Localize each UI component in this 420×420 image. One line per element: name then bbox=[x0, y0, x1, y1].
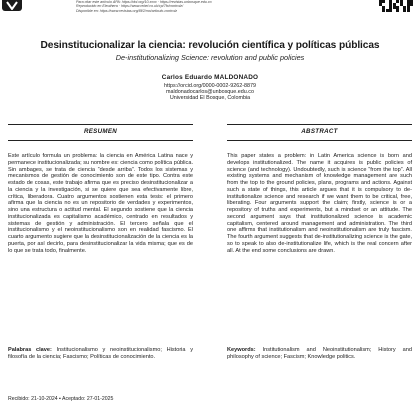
keywords-label: Palabras clave: bbox=[8, 347, 52, 353]
citation-line[interactable]: Disponible en: https://www.revistas.org/8f/2/mo/articulo-controlz bbox=[76, 8, 178, 13]
citation-line[interactable]: Reproducido en Eleuthera · https://www.rebel.co.uk/cp/7fx/controlz/ bbox=[76, 4, 184, 9]
article-title: Desinstitucionalizar la ciencia: revolución científica y políticas públicas bbox=[40, 40, 380, 51]
author-affiliation-block bbox=[0, 83, 420, 102]
section-divider bbox=[227, 124, 412, 125]
qr-code-icon bbox=[379, 0, 413, 12]
orcid-link[interactable]: https://orcid.org/0000-0002-9262-8879 bbox=[163, 83, 256, 89]
resumen-keywords bbox=[8, 347, 193, 361]
author-affiliation: Universidad El Bosque, Colombia bbox=[169, 95, 251, 102]
abstract-text: This paper states a problem: in Latin America science is born and develops institutionalized. The name it acquires is public policies of science (and technology). Undoubtedly, such is science “from the top”. All existing systems and mechanism of knowledge management are such from the top to the ground policies, plans, programs and actions. Against such a state of things, this article argues that it is compulsory to de-institutionalize science and research if we want them to be critical, free, liberating. Four arguments support the claim; firstly, science is or a repository of truths and experiments, but a mindset or an attitude. The second argument says that institutionalized science is academic capitalism, centered around management and administration. The third one affirms that institutionalism and neoinstitutionalism are truly fascism. The fourth argument suggests that de-institutionalizing science is the gate, so to speak to also de-institutionalize life, which is the real concern after all. At the end some conclusions are drawn. bbox=[227, 153, 412, 254]
section-divider bbox=[8, 140, 193, 141]
resumen-text: Este artículo formula un problema: la ciencia en América Latina nace y permanece institucionalizada; su nombre es: ciencia como política pública. Sin ambages, se trata de ciencia “desde arriba”. Todos los sistemas y mecanismos de gestión de conocimiento son de este tipo. Contra este estado de cosas, este trabajo afirma que es preciso desinstitucionalizar a la ciencia y la investigación, si se quiere que sea efectivamente libre, crítica, liberadora. Cuatro argumentos sostienen esta tesis: el primero afirma que la ciencia no es un repositorio de verdades y experimentos, sino una estructura o actitud mental. El segundo sostiene que la ciencia institucionalizada es capitalismo académico, centrado en resultados y sistemas de gestión y administración. El tercero señala que el institucionalismo y el neoinstitucionalismo son en realidad fascismo. El cuarto argumento sugiere que la desinstitucionalización de la ciencia es la puerta, por así decirlo, para desinstitucionalizar la vida misma; que es de lo que se trata todo, finalmente. bbox=[8, 153, 194, 254]
resumen-heading: RESUMEN bbox=[83, 128, 118, 135]
section-divider bbox=[227, 140, 412, 141]
received-accepted-dates: Recibido: 21-10-2024 ▪ Aceptado: 27-01-2025 bbox=[8, 396, 114, 402]
journal-header bbox=[0, 0, 420, 16]
keywords-list: Institutionalism and Neoinstitutionalism; History and philosophy of science; Fascism; Knowledge politics. bbox=[227, 347, 412, 360]
keywords-list: Institucionalismo y neoinstitucionalismo; Historia y filosofía de la ciencia; Fascismo; Políticas de conocimiento. bbox=[8, 347, 193, 360]
journal-logo-icon bbox=[2, 0, 22, 11]
citation-info bbox=[76, 0, 376, 13]
section-divider bbox=[8, 124, 193, 125]
abstract-keywords bbox=[227, 347, 412, 361]
article-subtitle: De-institutionalizing Science: revolution and public policies bbox=[115, 53, 305, 62]
author-name: Carlos Eduardo MALDONADO bbox=[161, 74, 259, 81]
abstract-heading: ABSTRACT bbox=[301, 128, 338, 135]
citation-line[interactable]: Para citar este artículo APA: https://doi.org/10.xxxx · https://revistas.unbosque.edu.co bbox=[76, 0, 212, 4]
author-email[interactable]: maldonadocarlos@unbosque.edu.co bbox=[166, 89, 254, 96]
keywords-label: Keywords: bbox=[227, 347, 256, 353]
